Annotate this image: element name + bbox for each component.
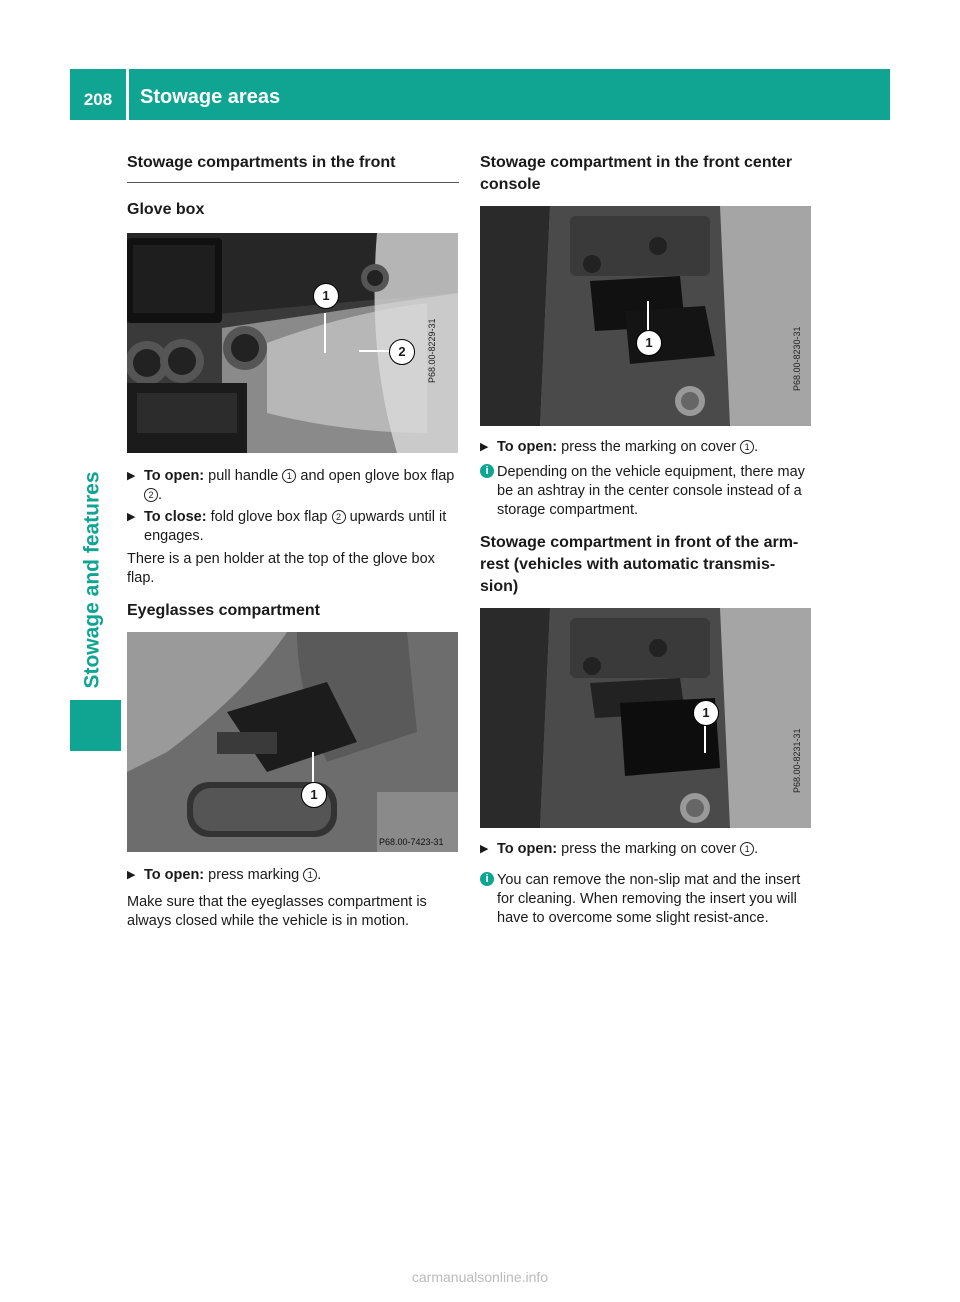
info-text: You can remove the non-slip mat and the insert for cleaning. When removing the insert you will have to overcome some slight resist-ance. <box>497 872 801 926</box>
step-end: . <box>317 867 322 883</box>
eyeglasses-photo <box>127 632 458 852</box>
step-text: press the marking on cover <box>561 841 737 857</box>
step-label: To open: <box>144 468 205 484</box>
eyeglasses-heading: Eyeglasses compartment <box>127 602 320 619</box>
callout-1: 1 <box>301 782 327 808</box>
glove-box-note: There is a pen holder at the top of the glove box flap. <box>127 551 435 586</box>
page-number: 208 <box>83 90 113 109</box>
info-icon: i <box>480 872 494 886</box>
callout-ref: 2 <box>144 488 158 502</box>
glove-box-photo <box>127 233 458 453</box>
header-separator <box>126 69 129 120</box>
center-console-open-step <box>480 438 812 457</box>
step-label: To close: <box>144 509 207 525</box>
eyeglasses-note: Make sure that the eyeglasses compartment is always closed while the vehicle is in motion. <box>127 894 427 929</box>
armrest-info <box>480 871 812 928</box>
step-label: To open: <box>497 439 558 455</box>
eyeglasses-open-step <box>127 866 459 885</box>
section-rule <box>127 182 459 183</box>
step-arrow-icon: ▶ <box>127 869 136 881</box>
step-end: . <box>754 439 759 455</box>
right-column <box>480 152 812 928</box>
step-text: upwards until it engages. <box>144 509 447 544</box>
step-text: press the marking on cover <box>561 439 737 455</box>
info-icon: i <box>480 464 494 478</box>
center-console-heading: Stowage compartment in the front center console <box>480 154 793 193</box>
armrest-open-step <box>480 840 812 859</box>
left-column <box>127 152 459 931</box>
step-label: To open: <box>144 867 205 883</box>
info-text: Depending on the vehicle equipment, there may be an ashtray in the center console instead of a storage compartment. <box>497 464 805 518</box>
step-text: press marking <box>208 867 300 883</box>
glove-box-open-step <box>127 467 459 505</box>
image-code: P68.00-8231-31 <box>792 728 802 793</box>
side-tab-label: Stowage and features <box>80 471 104 689</box>
step-arrow-icon: ▶ <box>127 470 136 482</box>
armrest-heading: Stowage compartment in front of the arm-rest (vehicles with automatic transmis-sion) <box>480 534 799 595</box>
step-text: fold glove box flap <box>210 509 328 525</box>
section-title: Stowage compartments in the front <box>127 154 396 171</box>
step-label: To open: <box>497 841 558 857</box>
step-end: . <box>158 487 163 503</box>
center-console-photo <box>480 206 811 426</box>
watermark[interactable]: carmanualsonline.info <box>411 1269 549 1285</box>
armrest-photo <box>480 608 811 828</box>
step-arrow-icon: ▶ <box>127 511 136 523</box>
side-tab <box>70 440 121 751</box>
callout-ref: 1 <box>740 440 754 454</box>
callout-1: 1 <box>636 330 662 356</box>
step-text: and open glove box flap <box>300 468 455 484</box>
step-arrow-icon: ▶ <box>480 843 489 855</box>
callout-1: 1 <box>693 700 719 726</box>
step-end: . <box>754 841 759 857</box>
glove-box-heading: Glove box <box>127 201 205 218</box>
center-console-info <box>480 463 812 520</box>
callout-ref: 1 <box>282 469 296 483</box>
callout-ref: 1 <box>740 842 754 856</box>
callout-2: 2 <box>389 339 415 365</box>
image-code: P68.00-8229-31 <box>427 318 437 383</box>
step-arrow-icon: ▶ <box>480 441 489 453</box>
callout-1: 1 <box>313 283 339 309</box>
callout-ref: 1 <box>303 868 317 882</box>
side-tab-marker <box>70 700 121 751</box>
callout-ref: 2 <box>332 510 346 524</box>
glove-box-close-step <box>127 508 459 546</box>
image-code: P68.00-8230-31 <box>792 326 802 391</box>
page-title: Stowage areas <box>140 86 281 108</box>
image-code: P68.00-7423-31 <box>379 837 444 847</box>
step-text: pull handle <box>208 468 279 484</box>
